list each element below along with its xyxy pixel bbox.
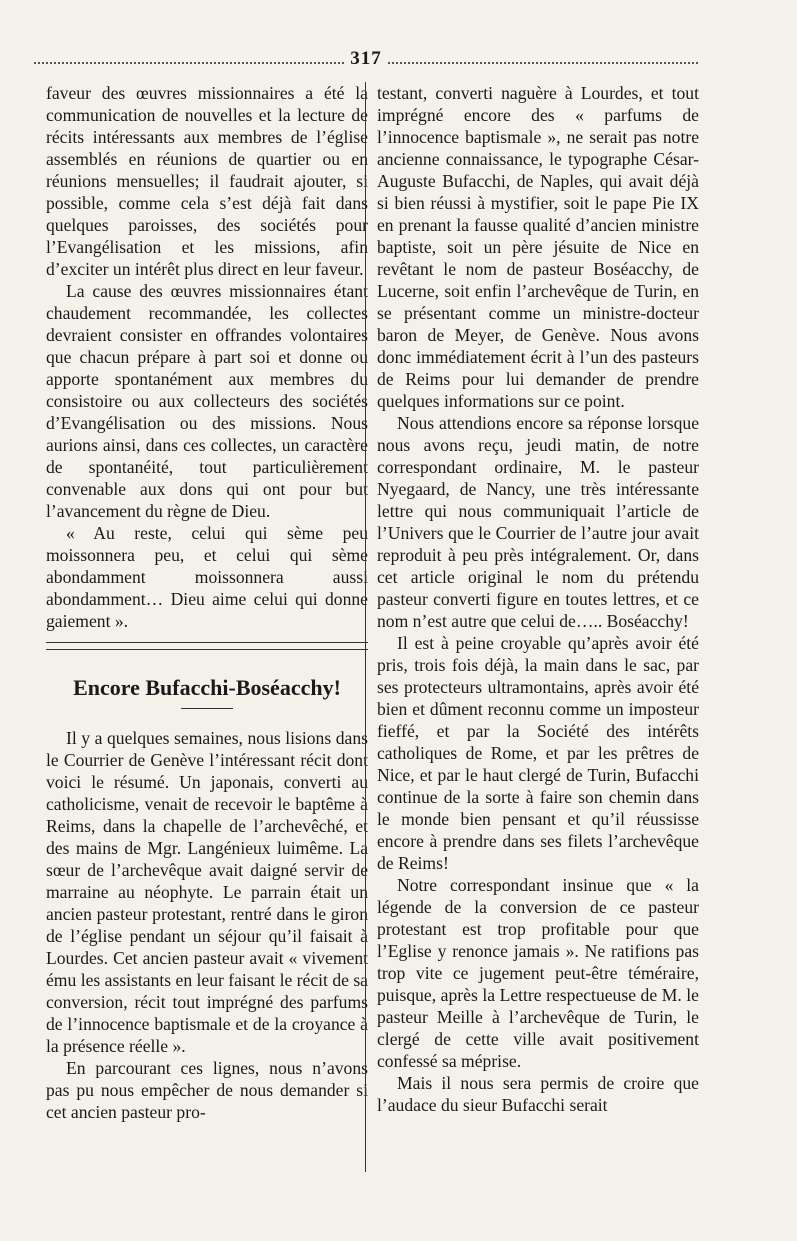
paragraph: « Au reste, celui qui sème peu moissonnera peu, et celui qui sème abondamment moissonnera aussi abondamment… Dieu aime celui qui donne gaiement ». [46, 523, 368, 631]
paragraph: Il est à peine croyable qu’après avoir été pris, trois fois déjà, la main dans le sac, par ses protecteurs ultramontains, après avoir été bien et dûment reconnu comme un imposteur fieffé, et par la Société des intérêts catholiques de Rome, et par les prêtres de Nice, et par le haut clergé de Turin, Bufacchi continue de la sorte à faire son chemin dans le monde bien pensant et qu’il réussisse encore à prendre dans ses filets l’archevêque de Reims! [377, 633, 699, 873]
paragraph: Mais il nous sera permis de croire que l’audace du sieur Bufacchi serait [377, 1073, 699, 1115]
title-dash [181, 708, 233, 709]
page-header [34, 48, 698, 78]
article-title: Encore Bufacchi-Boséacchy! [73, 675, 341, 700]
paragraph: Il y a quelques semaines, nous lisions dans le Courrier de Genève l’intéressant récit dont voici le résumé. Un japonais, converti au catholicisme, venait de recevoir le baptême à Reims, dans la chapelle de l’archevêché, et des mains de Mgr. Langénieux luimême. La sœur de l’archevêque avait daigné servir de marraine au néophyte. Le parrain était un ancien pasteur protestant, rentré dans le giron de l’église pendant un séjour qu’il faisait à Lourdes. Cet ancien pasteur avait « vivement ému les assistants en leur faisant le récit de sa conversion, récit tout imprégné des parfums de l’innocence baptismale et de la croyance à la présence réelle ». [46, 728, 368, 1056]
right-column [377, 82, 699, 1116]
paragraph: En parcourant ces lignes, nous n’avons pas pu nous empêcher de nous demander si cet ancien pasteur pro- [46, 1058, 368, 1122]
paragraph: Notre correspondant insinue que « la légende de la conversion de ce pasteur protestant est trop profitable pour que l’Eglise y renonce jamais ». Ne ratifions pas trop vite ce jugement peut-être téméraire, puisque, après la Lettre respectueuse de M. le pasteur Meille à l’archevêque de Turin, le clergé de cette ville avait positivement confessé sa méprise. [377, 875, 699, 1071]
paragraph: Nous attendions encore sa réponse lorsque nous avons reçu, jeudi matin, de notre correspondant ordinaire, M. le pasteur Nyegaard, de Nancy, une très intéressante lettre qui nous communiquait l’article de l’Univers que le Courrier de l’autre jour avait reproduit à peu près intégralement. Or, dans cet article original le nom du prétendu pasteur converti figure en toutes lettres, et ce nom n’est autre que celui de….. Boséacchy! [377, 413, 699, 631]
header-rule-right [388, 62, 698, 64]
paragraph: testant, converti naguère à Lourdes, et tout imprégné encore des « parfums de l’innocence baptismale », ne serait pas notre ancienne connaissance, le typographe César-Auguste Bufacchi, de Naples, qui avait déjà si bien réussi à mystifier, soit le pape Pie IX en prenant la fausse qualité d’ancien ministre baptiste, soit un père jésuite de Nice en revêtant le nom de pasteur Boséacchy, de Lucerne, soit enfin l’archevêque de Turin, en se présentant comme un ministre-docteur baron de Meyer, de Genève. Nous avons donc immédiatement écrit à l’un des pasteurs de Reims pour lui demander de prendre quelques informations sur ce point. [377, 83, 699, 411]
page-number: 317 [350, 48, 382, 69]
paragraph: faveur des œuvres missionnaires a été la communication de nouvelles et la lecture de récits intéressants aux membres de l’église assemblés en réunions de quartier ou en réunions mensuelles; il faudrait ajouter, si possible, comme cela s’est déjà fait dans quelques paroisses, des sociétés pour l’Evangélisation et les missions, afin d’exciter un intérêt plus direct en leur faveur. [46, 83, 368, 279]
section-separator [46, 642, 368, 650]
left-column [46, 82, 368, 1123]
paragraph: La cause des œuvres missionnaires étant chaudement recommandée, les collectes devraient consister en offrandes volontaires que chacun prépare à part soi et donne ou apporte spontanément aux membres du consistoire ou aux collecteurs des sociétés d’Evangélisation ou des missions. Nous aurions ainsi, dans ces collectes, un caractère de spontanéité, tout particulièrement convenable aux dons qui ont pour but l’avancement du règne de Dieu. [46, 281, 368, 521]
column-divider [365, 82, 366, 1172]
